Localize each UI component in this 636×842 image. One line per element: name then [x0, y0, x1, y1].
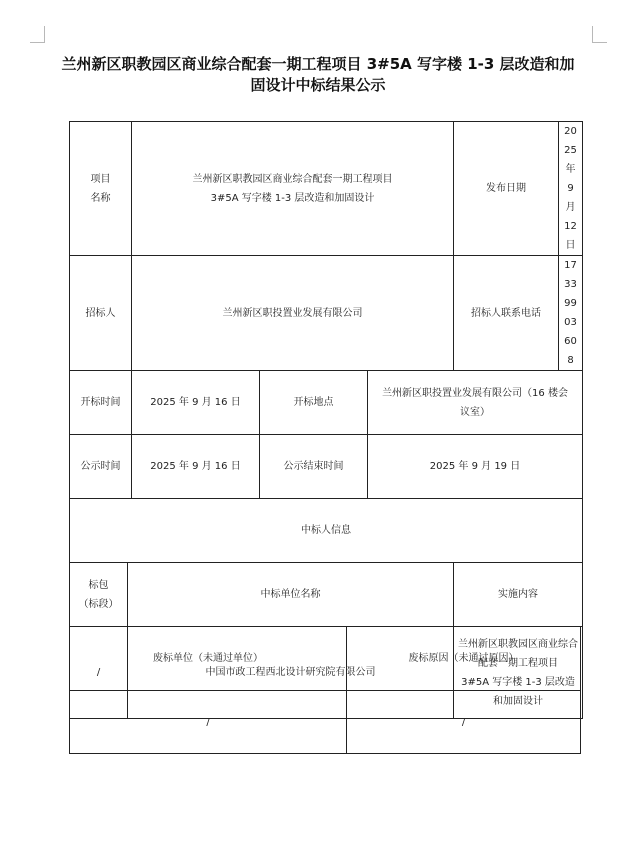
invalid-reason-value: / — [347, 691, 581, 754]
publish-date-value: 2025 年 9 月 12 日 — [559, 122, 583, 256]
notice-end-value: 2025 年 9 月 19 日 — [368, 435, 583, 499]
winner-unit-value: 中国市政工程西北设计研究院有限公司 — [128, 627, 454, 719]
table-row — [70, 435, 583, 499]
opening-time-label: 开标时间 — [70, 371, 132, 435]
winner-unit-label: 中标单位名称 — [128, 563, 454, 627]
opening-time-value: 2025 年 9 月 16 日 — [132, 371, 260, 435]
tenderer-value: 兰州新区职投置业发展有限公司 — [132, 256, 454, 371]
lot-label-line-1: 标包 — [88, 579, 109, 591]
invalid-reason-label: 废标原因（未通过原因） — [347, 627, 581, 691]
opening-place-line-2: 议室） — [460, 406, 491, 418]
tenderer-phone-value: 17339903608 — [559, 256, 583, 371]
invalid-unit-label: 废标单位（未通过单位） — [70, 627, 347, 691]
notice-time-label: 公示时间 — [70, 435, 132, 499]
crop-mark-top-left — [30, 26, 45, 43]
crop-mark-top-right — [592, 26, 607, 43]
opening-place-line-1: 兰州新区职投置业发展有限公司（16 楼会 — [382, 387, 568, 399]
content-line-1: 兰州新区职教园区商业综合配套一期工程项目 — [458, 638, 579, 669]
table-row — [70, 691, 581, 754]
lot-label-cell — [70, 563, 128, 627]
project-name-label-line-2: 名称 — [90, 192, 111, 204]
notice-time-value: 2025 年 9 月 16 日 — [132, 435, 260, 499]
project-name-cell — [132, 122, 454, 256]
table-row — [70, 371, 583, 435]
table-row — [70, 499, 583, 563]
table-row — [70, 122, 583, 256]
content-label: 实施内容 — [454, 563, 583, 627]
project-name-line-2: 3#5A 写字楼 1-3 层改造和加固设计 — [210, 192, 375, 204]
table-row — [70, 627, 581, 691]
title-line-2: 固设计中标结果公示 — [250, 76, 386, 94]
invalid-unit-value: / — [70, 691, 347, 754]
opening-place-label: 开标地点 — [260, 371, 368, 435]
project-name-label-line-1: 项目 — [90, 173, 111, 185]
project-name-line-1: 兰州新区职教园区商业综合配套一期工程项目 — [192, 173, 393, 185]
lot-label-line-2: （标段） — [78, 598, 119, 610]
project-name-label-cell — [70, 122, 132, 256]
tenderer-label: 招标人 — [70, 256, 132, 371]
title-line-1: 兰州新区职教园区商业综合配套一期工程项目 3#5A 写字楼 1-3 层改造和加 — [61, 55, 575, 73]
winner-info-heading: 中标人信息 — [70, 499, 583, 563]
content-line-2: 3#5A 写字楼 1-3 层改造和加固设计 — [461, 676, 575, 707]
page-title — [30, 54, 606, 96]
invalid-bid-table — [69, 626, 581, 754]
publish-date-label: 发布日期 — [454, 122, 559, 256]
lot-value: / — [70, 627, 128, 719]
tenderer-phone-label: 招标人联系电话 — [454, 256, 559, 371]
notice-end-label: 公示结束时间 — [260, 435, 368, 499]
table-row — [70, 256, 583, 371]
table-row — [70, 563, 583, 627]
opening-place-cell — [368, 371, 583, 435]
